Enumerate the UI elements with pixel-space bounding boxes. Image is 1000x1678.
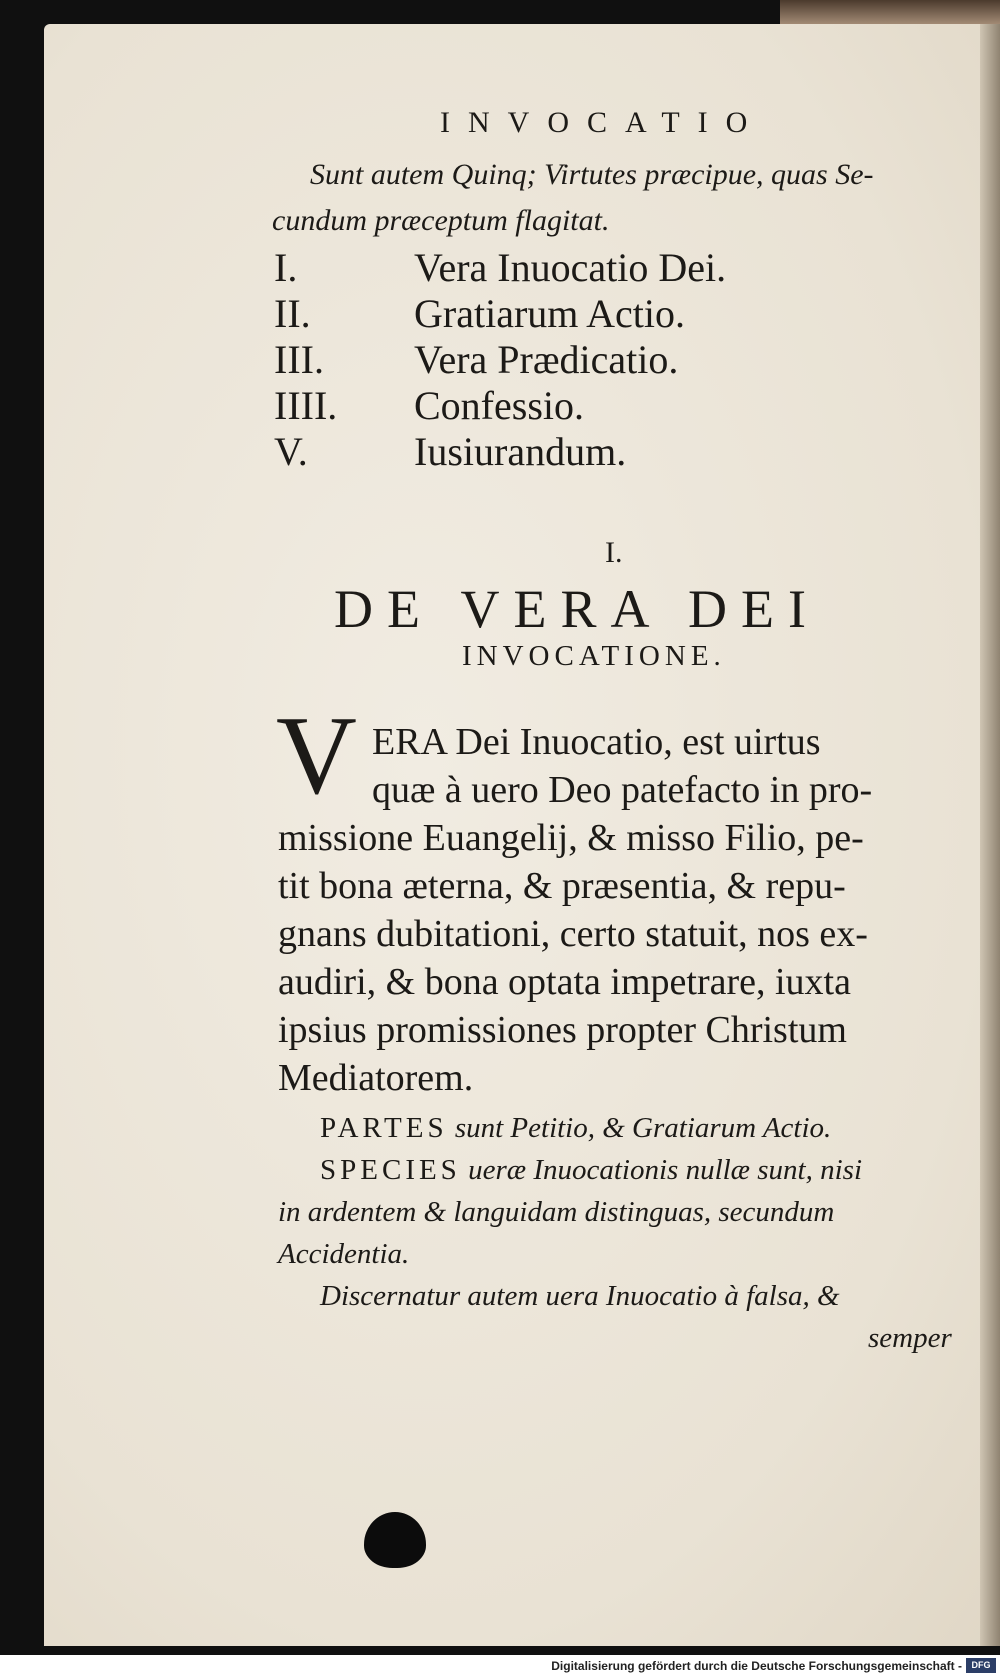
virtue-text: Vera Inuocatio Dei. bbox=[414, 245, 727, 290]
book-top-edge bbox=[780, 0, 1000, 26]
footer-credit: Digitalisierung gefördert durch die Deutsche Forschungsgemeinschaft - bbox=[551, 1659, 962, 1673]
body-line: missione Euangelij, & misso Filio, pe- bbox=[278, 817, 864, 859]
note-species bbox=[320, 1150, 862, 1190]
species-label: SPECIES bbox=[320, 1154, 461, 1186]
body-line: audiri, & bona optata impetrare, iuxta bbox=[278, 961, 851, 1003]
note-species-line-3: Accidentia. bbox=[278, 1238, 410, 1270]
ink-smudge bbox=[364, 1512, 426, 1568]
virtue-number: III. bbox=[274, 337, 324, 382]
virtue-number: IIII. bbox=[274, 383, 338, 428]
note-partes bbox=[320, 1108, 831, 1148]
page-fore-edge bbox=[980, 24, 1000, 1646]
intro-line-2: cundum præceptum flagitat. bbox=[272, 204, 610, 237]
virtue-text: Gratiarum Actio. bbox=[414, 291, 686, 336]
species-text: ueræ Inuocationis nullæ sunt, nisi bbox=[468, 1154, 863, 1186]
virtue-number: V. bbox=[274, 429, 308, 474]
body-line: gnans dubitationi, certo statuit, nos ex- bbox=[278, 913, 868, 955]
virtue-text: Vera Prædicatio. bbox=[414, 337, 679, 382]
note-species-line-2: in ardentem & languidam distinguas, secundum bbox=[278, 1196, 835, 1228]
body-line: ipsius promissiones propter Christum bbox=[278, 1009, 847, 1051]
body-line: ERA Dei Inuocatio, est uirtus bbox=[372, 721, 821, 763]
body-line: quæ à uero Deo patefacto in pro- bbox=[372, 769, 873, 811]
body-line: tit bona æterna, & præsentia, & repu- bbox=[278, 865, 846, 907]
virtue-text: Confessio. bbox=[414, 383, 584, 428]
virtue-number: II. bbox=[274, 291, 311, 336]
catchword: semper bbox=[868, 1322, 952, 1354]
section-title: DE VERA DEI bbox=[334, 579, 820, 639]
note-discern: Discernatur autem uera Inuocatio à falsa, & bbox=[320, 1280, 840, 1312]
partes-label: PARTES bbox=[320, 1112, 448, 1144]
dfg-logo: DFG bbox=[966, 1658, 996, 1673]
virtue-text: Iusiurandum. bbox=[414, 429, 627, 474]
drop-cap: V bbox=[276, 694, 357, 818]
partes-text: sunt Petitio, & Gratiarum Actio. bbox=[454, 1112, 832, 1144]
section-number: I. bbox=[605, 536, 623, 569]
body-line: Mediatorem. bbox=[278, 1057, 474, 1099]
intro-line-1: Sunt autem Quinq; Virtutes præcipue, quas Se- bbox=[310, 158, 874, 191]
section-subtitle: INVOCATIONE. bbox=[462, 640, 726, 672]
running-head: INVOCATIO bbox=[440, 106, 766, 139]
virtue-number: I. bbox=[274, 245, 298, 290]
footer-bar bbox=[0, 1655, 1000, 1678]
